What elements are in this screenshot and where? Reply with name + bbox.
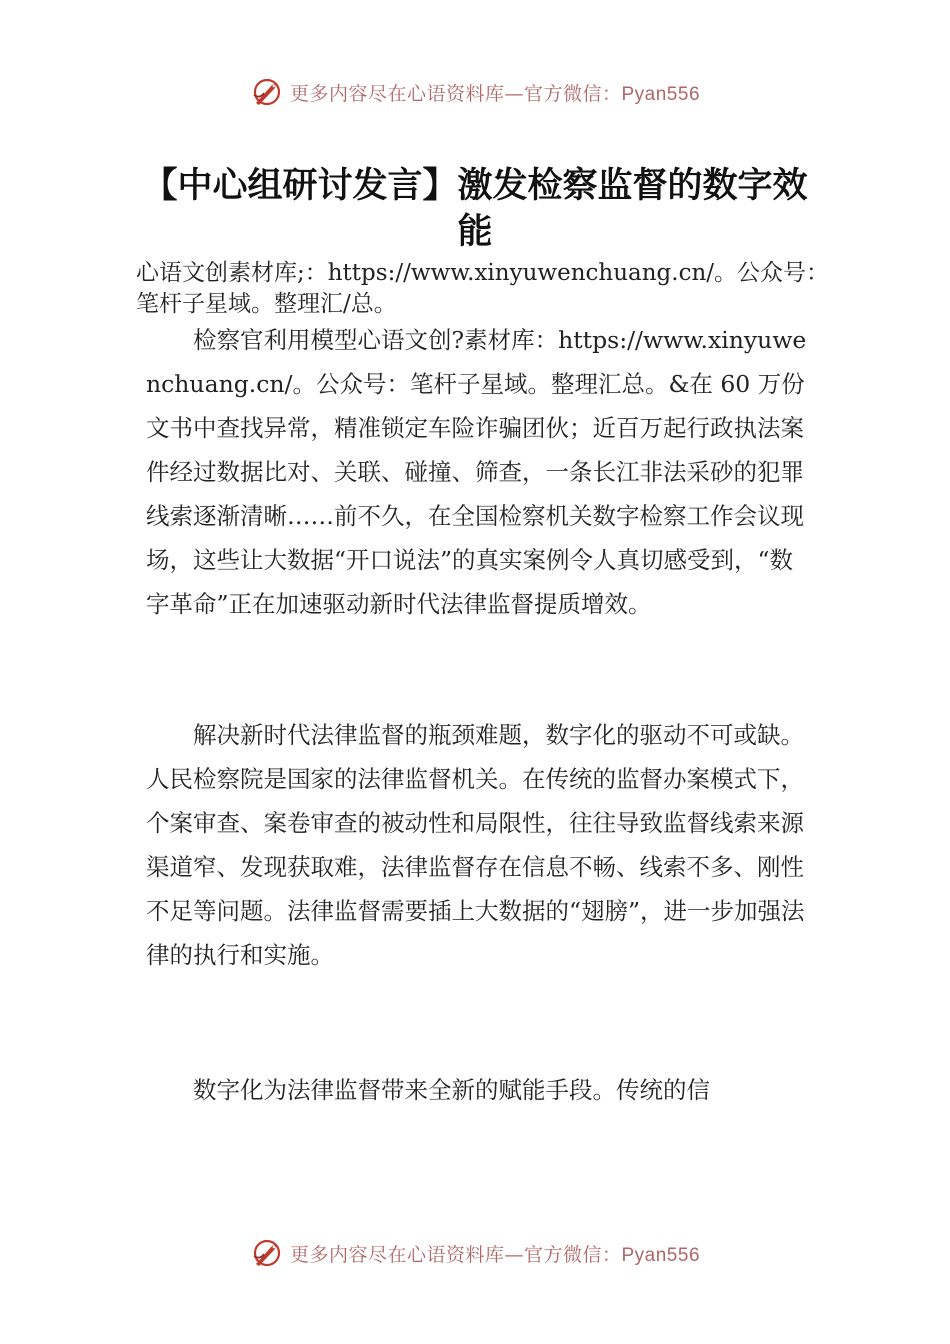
header-banner: [0, 72, 950, 112]
header-banner-text: [290, 79, 700, 106]
footer-wechat-id: Pyan556: [621, 1244, 701, 1266]
pen-nib-logo-icon: [250, 1236, 284, 1270]
body-paragraph-2: 解决新时代法律监督的瓶颈难题，数字化的驱动不可或缺。人民检察院是国家的法律监督机关。在传统的监督办案模式下，个案审查、案卷审查的被动性和局限性，往往导致监督线索来源渠道窄、发现获取难，法律监督存在信息不畅、线索不多、刚性不足等问题。法律监督需要插上大数据的“翅膀”，进一步加强法律的执行和实施。: [146, 721, 805, 969]
footer-banner-text: [290, 1240, 700, 1267]
pen-nib-logo-icon: [250, 75, 284, 109]
footer-banner: [0, 1233, 950, 1273]
source-line: 心语文创素材库;：https://www.xinyuwenchuang.cn/。公众号：笔杆子星域。整理汇/总。: [136, 260, 830, 317]
document-title: 【中心组研讨发言】激发检察监督的数字效能: [142, 166, 808, 252]
footer-banner-content: [250, 1236, 700, 1270]
body-paragraph-3: 数字化为法律监督带来全新的赋能手段。传统的信: [193, 1076, 710, 1104]
header-wechat-id: Pyan556: [621, 83, 701, 105]
header-banner-main-text: 更多内容尽在心语资料库—官方微信：: [289, 82, 622, 105]
footer-banner-main-text: 更多内容尽在心语资料库—官方微信：: [289, 1243, 622, 1266]
header-banner-content: [250, 75, 700, 109]
body-paragraph-1: 检察官利用模型心语文创?素材库：https://www.xinyuwenchuang.cn/。公众号：笔杆子星域。整理汇总。&在 60 万份文书中查找异常，精准锁定车险诈骗团伙；近百万起行政执法案件经过数据比对、关联、碰撞、筛查，一条长江非法采砂的犯罪线索逐渐清晰……前不久，在全国检察机关数字检察工作会议现场，这些让大数据“开口说法”的真实案例令人真切感受到，“数字革命”正在加速驱动新时代法律监督提质增效。: [146, 326, 807, 618]
